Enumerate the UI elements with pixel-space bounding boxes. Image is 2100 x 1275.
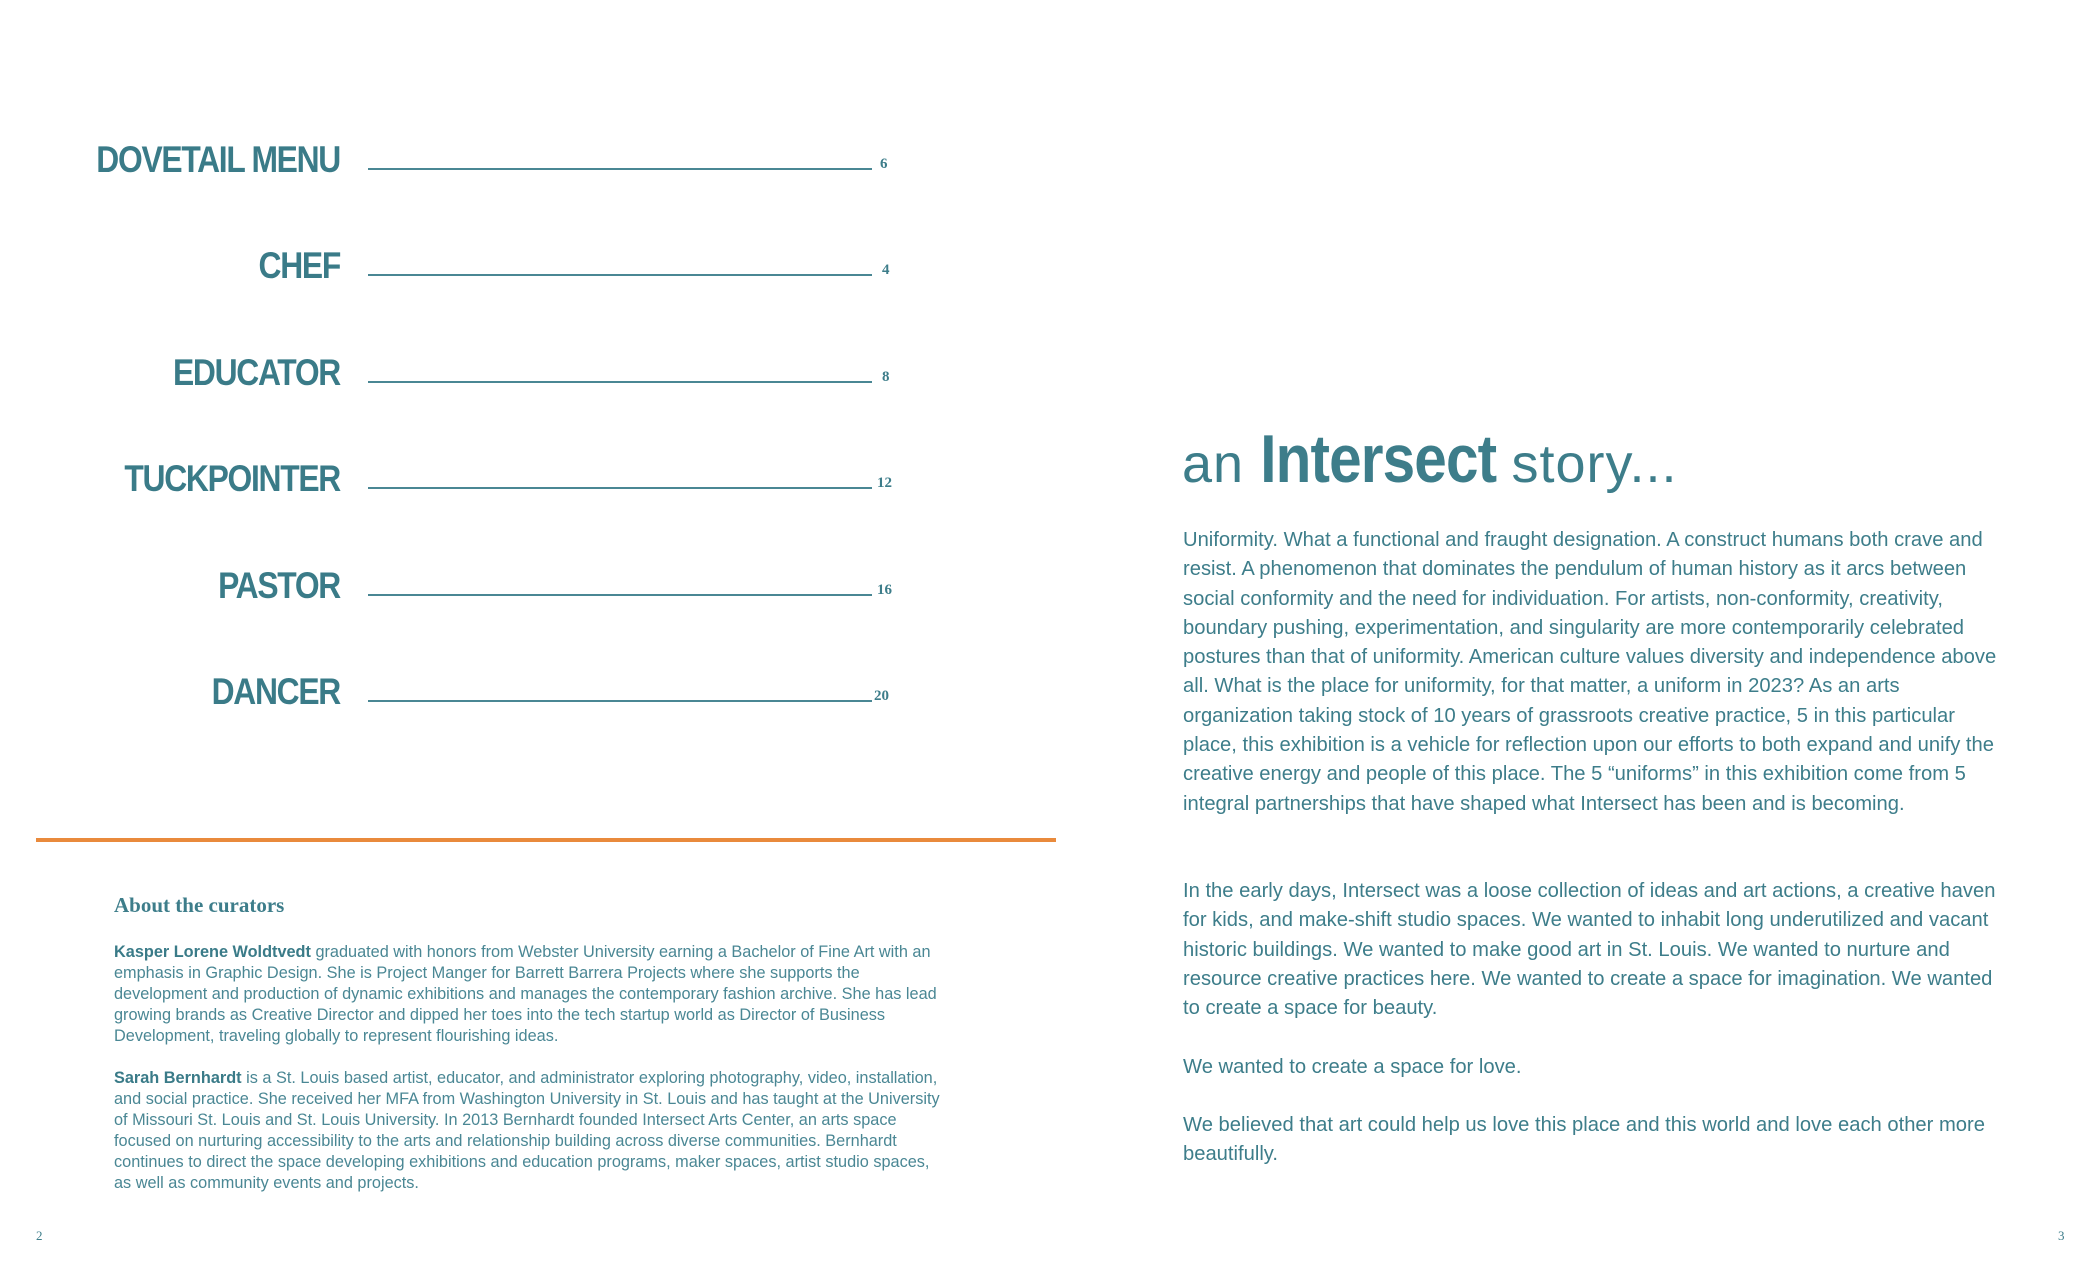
toc-entry-page: 8 <box>882 369 890 385</box>
toc-entry-title: EDUCATOR <box>172 352 340 393</box>
toc-entry-page: 6 <box>880 156 888 172</box>
section-divider <box>36 838 1056 842</box>
page-number-right: 3 <box>2058 1228 2065 1243</box>
story-title-brand: Intersect <box>1259 421 1496 497</box>
toc-entry-page: 4 <box>882 262 890 278</box>
curator-bio-woldtvedt <box>114 942 944 1047</box>
curator-name: Sarah Bernhardt <box>114 1069 242 1087</box>
story-title-prefix: an <box>1182 434 1245 494</box>
toc-entry-title: DANCER <box>211 671 340 712</box>
toc-leader-line <box>368 700 872 702</box>
toc-entry-tuckpointer[interactable] <box>0 457 1000 517</box>
toc-leader-line <box>368 168 872 170</box>
toc-leader-line <box>368 381 872 383</box>
story-paragraph: We believed that art could help us love this place and this world and love each other more beautifully. <box>1183 1114 1985 1166</box>
curator-bio-text: is a St. Louis based artist, educator, and administrator exploring photography, video, installation, and social practice. She received her MFA from Washington University in St. Louis and has taught at the University of Missouri St. Louis and St. Louis University. In 2013 Bernhardt founded Intersect Arts Center, an arts space focused on nurturing accessibility to the arts and relationship building across diverse communities. Bernhardt continues to direct the space developing exhibitions and education programs, maker spaces, artist studio spaces, as well as community events and projects. <box>114 1069 940 1192</box>
page-number-left: 2 <box>36 1228 43 1243</box>
toc-entry-page: 12 <box>877 475 892 491</box>
story-paragraph: Uniformity. What a functional and fraught designation. A construct humans both crave and resist. A phenomenon that dominates the pendulum of human history as it arcs between social conformity and the need for individuation. For artists, non-conformity, creativity, boundary pushing, experimentation, and singularity are more contemporarily celebrated postures than that of uniformity. American culture values diversity and independence above all. What is the place for uniformity, for that matter, a uniform in 2023? As an arts organization taking stock of 10 years of grassroots creative practice, 5 in this particular place, this exhibition is a vehicle for reflection upon our efforts to both expand and unify the creative energy and people of this place. The 5 “uniforms” in this exhibition come from 5 integral partnerships that have shaped what Intersect has been and is becoming. <box>1183 529 1997 815</box>
story-title <box>1182 422 1677 515</box>
about-curators-heading: About the curators <box>114 893 285 917</box>
story-title-suffix: story... <box>1511 434 1678 494</box>
story-paragraph: In the early days, Intersect was a loose collection of ideas and art actions, a creative haven for kids, and make-shift studio spaces. We wanted to inhabit long underutilized and vacant historic buildings. We wanted to make good art in St. Louis. We wanted to nurture and resource creative practices here. We wanted to create a space for imagination. We wanted to create a space for beauty. <box>1183 880 1996 1020</box>
curator-bio-bernhardt <box>114 1068 944 1194</box>
toc-entry-title: DOVETAIL MENU <box>96 139 340 180</box>
toc-entry-page: 20 <box>874 688 889 704</box>
toc-entry-title: CHEF <box>258 245 340 286</box>
toc-entry-educator[interactable] <box>0 351 1000 411</box>
toc-entry-title: TUCKPOINTER <box>124 458 341 499</box>
toc-entry-dancer[interactable] <box>0 670 1000 730</box>
toc-entry-title: PASTOR <box>218 565 340 606</box>
toc-leader-line <box>368 487 872 489</box>
toc-entry-pastor[interactable] <box>0 564 1000 624</box>
curator-name: Kasper Lorene Woldtvedt <box>114 943 311 961</box>
toc-entry-dovetail-menu[interactable] <box>0 138 1000 198</box>
story-paragraph: We wanted to create a space for love. <box>1183 1056 1522 1078</box>
toc-leader-line <box>368 274 872 276</box>
curator-bio-text: graduated with honors from Webster University earning a Bachelor of Fine Art with an emphasis in Graphic Design. She is Project Manger for Barrett Barrera Projects where she supports the development and production of dynamic exhibitions and manages the contemporary fashion archive. She has lead growing brands as Creative Director and dipped her toes into the tech startup world as Director of Business Development, traveling globally to represent flourishing ideas. <box>114 943 937 1045</box>
toc-leader-line <box>368 594 872 596</box>
toc-entry-chef[interactable] <box>0 244 1000 304</box>
toc-entry-page: 16 <box>877 582 892 598</box>
